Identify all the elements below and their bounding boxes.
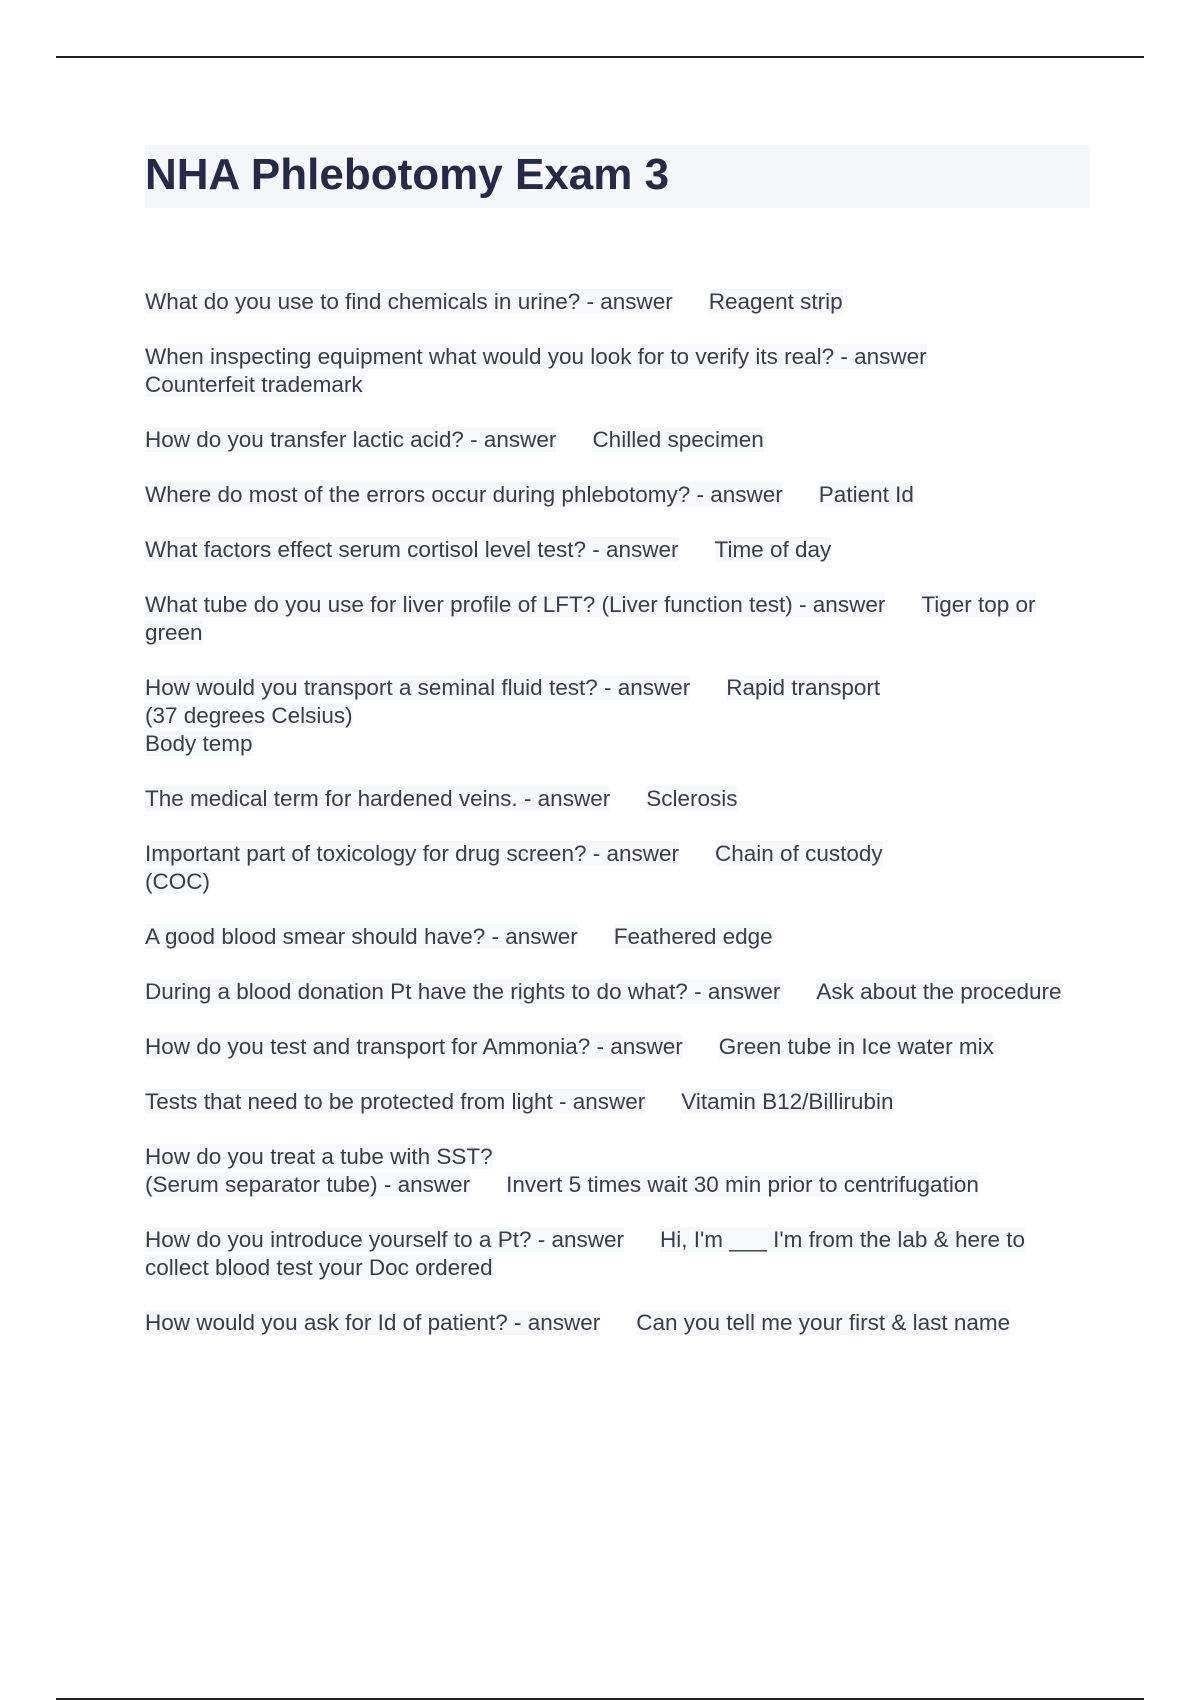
answer: Chain of custody (COC) xyxy=(145,840,883,894)
answer: Sclerosis xyxy=(646,785,738,811)
qa-item xyxy=(145,481,1090,509)
question: Important part of toxicology for drug screen? - answer xyxy=(145,840,680,866)
answer: Chilled specimen xyxy=(592,426,764,452)
top-rule xyxy=(56,56,1144,58)
answer: Can you tell me your first & last name xyxy=(636,1309,1011,1335)
answer: Rapid transport (37 degrees Celsius) Body temp xyxy=(145,674,881,756)
question: How would you transport a seminal fluid test? - answer xyxy=(145,674,691,700)
answer: Patient Id xyxy=(818,481,914,507)
answer: Ask about the procedure xyxy=(816,978,1062,1004)
qa-item xyxy=(145,1226,1090,1282)
qa-item xyxy=(145,785,1090,813)
qa-item xyxy=(145,1309,1090,1337)
answer: Reagent strip xyxy=(708,288,843,314)
question: What factors effect serum cortisol level test? - answer xyxy=(145,536,679,562)
qa-item xyxy=(145,288,1090,316)
qa-item xyxy=(145,591,1090,647)
qa-item xyxy=(145,343,1090,399)
qa-item xyxy=(145,840,1090,896)
question: How do you treat a tube with SST? (Serum separator tube) - answer xyxy=(145,1143,493,1197)
question: The medical term for hardened veins. - answer xyxy=(145,785,611,811)
question: How do you introduce yourself to a Pt? - answer xyxy=(145,1226,624,1252)
answer: Invert 5 times wait 30 min prior to centrifugation xyxy=(506,1171,979,1197)
qa-item xyxy=(145,923,1090,951)
qa-list xyxy=(145,288,1090,1337)
question: How would you ask for Id of patient? - answer xyxy=(145,1309,601,1335)
question: A good blood smear should have? - answer xyxy=(145,923,578,949)
document-body xyxy=(145,145,1090,1364)
question: Where do most of the errors occur during phlebotomy? - answer xyxy=(145,481,783,507)
title-block xyxy=(145,145,1090,208)
qa-item xyxy=(145,1088,1090,1116)
question: What do you use to find chemicals in urine? - answer xyxy=(145,288,673,314)
answer: Vitamin B12/Billirubin xyxy=(681,1088,894,1114)
question: How do you transfer lactic acid? - answer xyxy=(145,426,557,452)
answer: Hi, I'm ___ I'm from the lab & here to collect blood test your Doc ordered xyxy=(145,1226,1025,1280)
question: How do you test and transport for Ammonia? - answer xyxy=(145,1033,683,1059)
qa-item xyxy=(145,426,1090,454)
answer: Green tube in Ice water mix xyxy=(718,1033,994,1059)
answer: Feathered edge xyxy=(613,923,773,949)
qa-item xyxy=(145,1143,1090,1199)
answer: Time of day xyxy=(714,536,832,562)
qa-item xyxy=(145,978,1090,1006)
qa-item xyxy=(145,674,1090,758)
question: Tests that need to be protected from light - answer xyxy=(145,1088,646,1114)
page-title: NHA Phlebotomy Exam 3 xyxy=(145,150,670,199)
question: During a blood donation Pt have the rights to do what? - answer xyxy=(145,978,781,1004)
answer: Counterfeit trademark xyxy=(145,371,363,397)
qa-item xyxy=(145,1033,1090,1061)
answer: Tiger top or green xyxy=(145,591,1036,645)
qa-item xyxy=(145,536,1090,564)
question: What tube do you use for liver profile of LFT? (Liver function test) - answer xyxy=(145,591,886,617)
question: When inspecting equipment what would you look for to verify its real? - answer xyxy=(145,343,927,369)
